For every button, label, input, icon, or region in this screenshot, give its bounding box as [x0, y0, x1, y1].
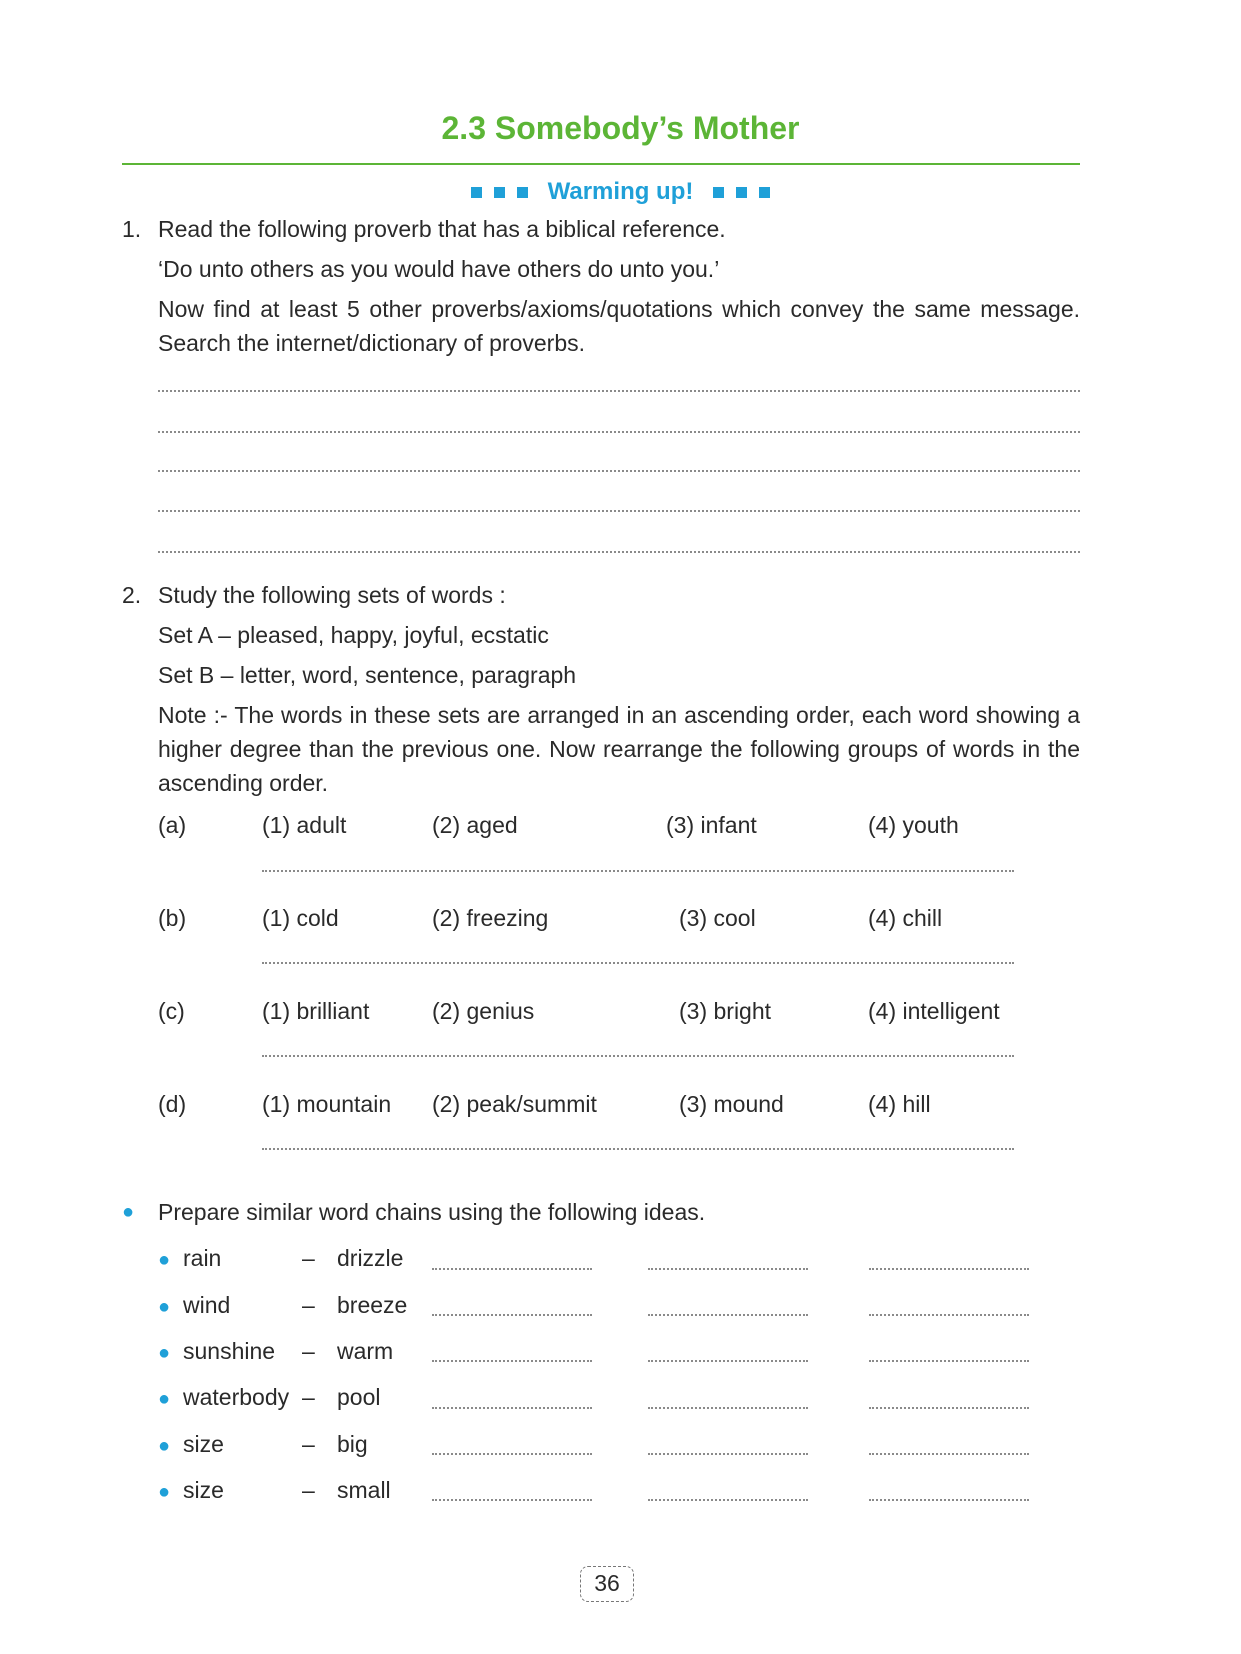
- group-d-label: (d): [158, 1091, 187, 1117]
- group-c-word-3: (3) bright: [679, 998, 772, 1024]
- question-1-instruction: Now find at least 5 other proverbs/axioms/quotations which convey the same message. Search the internet/dictionary of proverbs.: [158, 296, 1080, 356]
- group-a-answer-line[interactable]: [262, 870, 1014, 872]
- chain-start-word: breeze: [337, 1292, 408, 1318]
- chain-blank[interactable]: [432, 1360, 592, 1362]
- chain-dash: –: [302, 1384, 315, 1410]
- chain-blank[interactable]: [648, 1407, 808, 1409]
- page-title: 2.3 Somebody’s Mother: [441, 110, 800, 146]
- chain-blank[interactable]: [432, 1453, 592, 1455]
- group-a-label: (a): [158, 812, 187, 838]
- group-c-word-1: (1) brilliant: [262, 998, 370, 1024]
- chain-idea: sunshine: [183, 1338, 276, 1364]
- group-d-word-1: (1) mountain: [262, 1091, 392, 1117]
- chain-blank[interactable]: [648, 1453, 808, 1455]
- group-a-word-4: (4) youth: [868, 812, 959, 838]
- chain-dash: –: [302, 1245, 315, 1271]
- question-1-number: 1.: [122, 216, 142, 242]
- group-a-word-2: (2) aged: [432, 812, 518, 838]
- page-number: 36: [580, 1566, 634, 1602]
- answer-line-3[interactable]: [158, 470, 1080, 472]
- question-1-text: Read the following proverb that has a biblical reference.: [158, 216, 726, 242]
- chain-start-word: big: [337, 1431, 368, 1457]
- group-c-word-2: (2) genius: [432, 998, 535, 1024]
- chain-dash: –: [302, 1292, 315, 1318]
- group-b-word-4: (4) chill: [868, 905, 943, 931]
- proverb-quote: ‘Do unto others as you would have others do unto you.’: [158, 256, 720, 282]
- chain-blank[interactable]: [648, 1499, 808, 1501]
- chain-start-word: warm: [337, 1338, 394, 1364]
- square-bullets-right-icon: [707, 178, 776, 205]
- chain-start-word: pool: [337, 1384, 381, 1410]
- chain-blank[interactable]: [648, 1360, 808, 1362]
- chain-blank[interactable]: [869, 1268, 1029, 1270]
- chain-idea: rain: [183, 1245, 222, 1271]
- question-2-intro: Study the following sets of words :: [158, 582, 506, 608]
- group-b-word-2: (2) freezing: [432, 905, 549, 931]
- bullet-icon: ●: [122, 1201, 135, 1223]
- chain-blank[interactable]: [432, 1268, 592, 1270]
- set-b: Set B – letter, word, sentence, paragraph: [158, 662, 577, 688]
- group-d-word-3: (3) mound: [679, 1091, 784, 1117]
- chain-blank[interactable]: [648, 1268, 808, 1270]
- question-2-note: Note :- The words in these sets are arranged in an ascending order, each word showing a higher degree than the previous one. Now rearrange the following groups of words in the ascending order.: [158, 702, 1080, 796]
- chain-blank[interactable]: [432, 1314, 592, 1316]
- chain-dash: –: [302, 1431, 315, 1457]
- set-a: Set A – pleased, happy, joyful, ecstatic: [158, 622, 549, 648]
- group-b-label: (b): [158, 905, 187, 931]
- chain-blank[interactable]: [648, 1314, 808, 1316]
- chain-start-word: drizzle: [337, 1245, 404, 1271]
- square-bullets-left-icon: [465, 178, 534, 205]
- group-b-answer-line[interactable]: [262, 962, 1014, 964]
- chain-blank[interactable]: [869, 1499, 1029, 1501]
- group-c-answer-line[interactable]: [262, 1055, 1014, 1057]
- chain-blank[interactable]: [432, 1407, 592, 1409]
- bullet-icon: ●: [158, 1388, 171, 1410]
- group-a-word-1: (1) adult: [262, 812, 347, 838]
- chain-blank[interactable]: [432, 1499, 592, 1501]
- title-underline: [122, 163, 1080, 165]
- word-chain-intro: Prepare similar word chains using the following ideas.: [158, 1199, 706, 1225]
- question-2-number: 2.: [122, 582, 142, 608]
- chain-idea: waterbody: [183, 1384, 290, 1410]
- chain-idea: size: [183, 1477, 224, 1503]
- chain-blank[interactable]: [869, 1314, 1029, 1316]
- answer-line-1[interactable]: [158, 390, 1080, 392]
- chain-dash: –: [302, 1338, 315, 1364]
- group-d-word-4: (4) hill: [868, 1091, 931, 1117]
- chain-idea: wind: [183, 1292, 231, 1318]
- chain-blank[interactable]: [869, 1407, 1029, 1409]
- section-heading: [0, 178, 1241, 206]
- group-a-word-3: (3) infant: [666, 812, 757, 838]
- group-d-word-2: (2) peak/summit: [432, 1091, 597, 1117]
- group-d-answer-line[interactable]: [262, 1148, 1014, 1150]
- chain-dash: –: [302, 1477, 315, 1503]
- chain-idea: size: [183, 1431, 224, 1457]
- section-heading-text: Warming up!: [547, 178, 694, 205]
- group-c-label: (c): [158, 998, 185, 1024]
- chain-blank[interactable]: [869, 1453, 1029, 1455]
- group-b-word-3: (3) cool: [679, 905, 756, 931]
- answer-line-4[interactable]: [158, 510, 1080, 512]
- bullet-icon: ●: [158, 1435, 171, 1457]
- bullet-icon: ●: [158, 1342, 171, 1364]
- group-b-word-1: (1) cold: [262, 905, 339, 931]
- answer-line-5[interactable]: [158, 551, 1080, 553]
- group-c-word-4: (4) intelligent: [868, 998, 1000, 1024]
- chain-blank[interactable]: [869, 1360, 1029, 1362]
- bullet-icon: ●: [158, 1296, 171, 1318]
- answer-line-2[interactable]: [158, 431, 1080, 433]
- bullet-icon: ●: [158, 1481, 171, 1503]
- chain-start-word: small: [337, 1477, 391, 1503]
- bullet-icon: ●: [158, 1249, 171, 1271]
